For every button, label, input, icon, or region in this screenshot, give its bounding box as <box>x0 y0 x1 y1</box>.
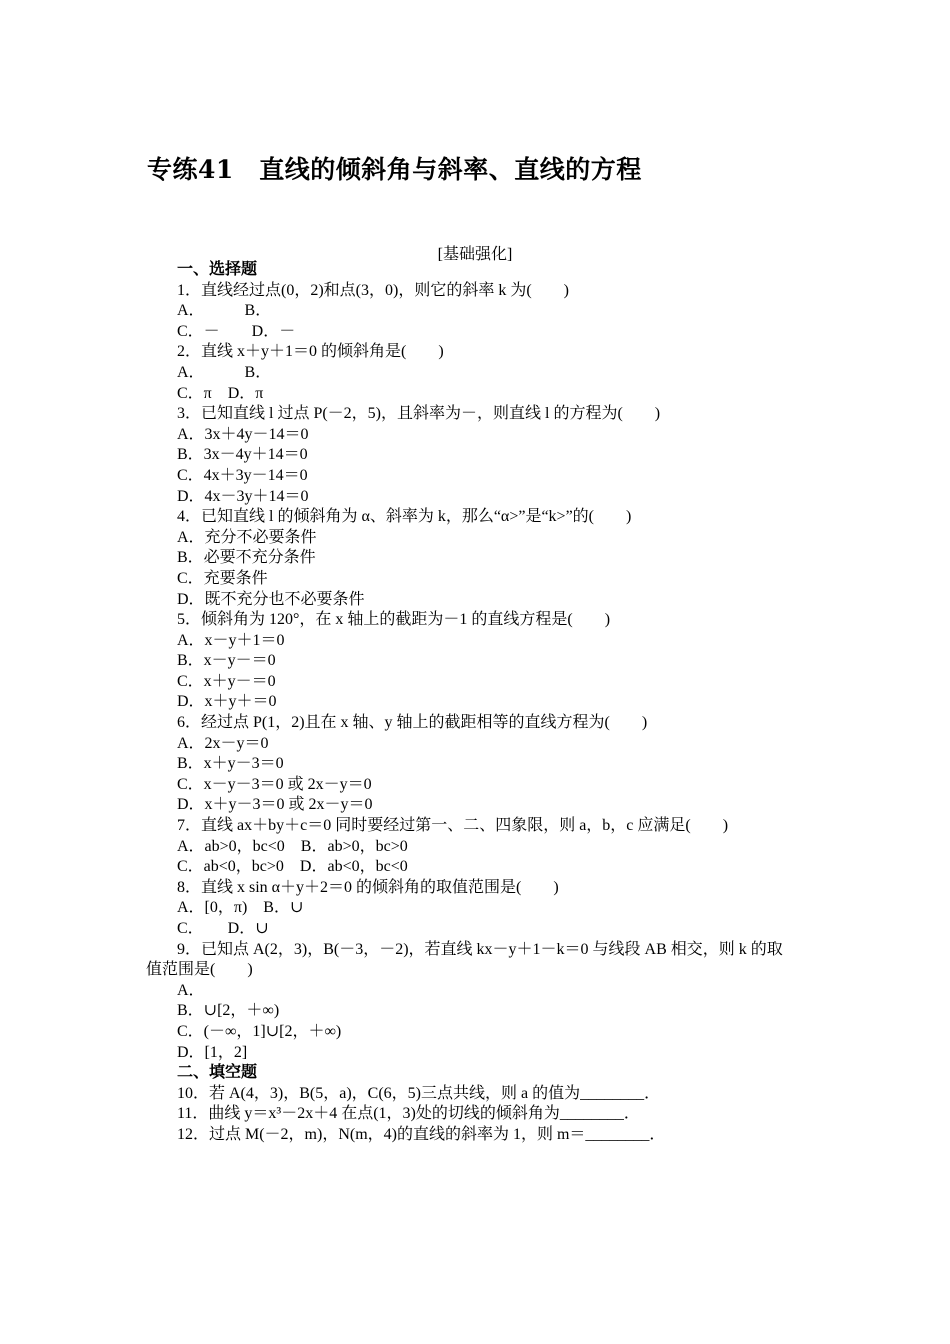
question-4-option-b: B．必要不充分条件 <box>177 549 316 567</box>
question-5: 5．倾斜角为 120°，在 x 轴上的截距为－1 的直线方程是( ) <box>177 611 611 629</box>
part2-heading: 二、填空题 <box>177 1064 258 1082</box>
question-4-option-d: D．既不充分也不必要条件 <box>177 590 365 608</box>
question-6-option-c: C．x－y－3＝0 或 2x－y＝0 <box>177 775 372 793</box>
question-8: 8．直线 x sin α＋y＋2＝0 的倾斜角的取值范围是( ) <box>177 878 559 896</box>
question-3-option-a: A．3x＋4y－14＝0 <box>177 425 309 443</box>
question-4-option-a: A．充分不必要条件 <box>177 528 317 546</box>
question-7-options-ab: A．ab>0，bc<0 B．ab>0，bc>0 <box>177 837 408 855</box>
question-5-option-d: D．x＋y＋＝0 <box>177 693 277 711</box>
question-3-option-d: D．4x－3y＋14＝0 <box>177 487 309 505</box>
question-9-option-c: C．(－∞，1]∪[2，＋∞) <box>177 1022 342 1040</box>
question-3-option-b: B．3x－4y＋14＝0 <box>177 446 308 464</box>
question-1-options-cd: C．－ D．－ <box>177 322 296 340</box>
section-label: [基础强化] <box>437 246 513 263</box>
question-2: 2．直线 x＋y＋1＝0 的倾斜角是( ) <box>177 343 444 361</box>
question-2-options-cd: C．π D．π <box>177 384 264 402</box>
question-4: 4．已知直线 l 的倾斜角为 α、斜率为 k，那么“α>”是“k>”的( ) <box>177 508 632 526</box>
question-8-options-ab: A．[0，π) B．∪ <box>177 899 304 917</box>
part1-heading: 一、选择题 <box>177 261 258 278</box>
question-6-option-a: A．2x－y＝0 <box>177 734 269 752</box>
question-4-option-c: C．充要条件 <box>177 569 268 587</box>
question-6: 6．经过点 P(1，2)且在 x 轴、y 轴上的截距相等的直线方程为( ) <box>177 714 648 732</box>
question-2-options-ab: A． B． <box>177 363 272 381</box>
page-title: 专练41 直线的倾斜角与斜率、直线的方程 <box>147 155 642 184</box>
question-5-option-c: C．x＋y－＝0 <box>177 672 276 690</box>
question-7: 7．直线 ax＋by＋c＝0 同时要经过第一、二、四象限，则 a，b，c 应满足( ) <box>177 817 729 835</box>
question-6-option-b: B．x＋y－3＝0 <box>177 755 284 773</box>
question-5-option-a: A．x－y＋1＝0 <box>177 631 285 649</box>
question-1: 1．直线经过点(0，2)和点(3，0)，则它的斜率 k 为( ) <box>177 281 569 299</box>
question-6-option-d: D．x＋y－3＝0 或 2x－y＝0 <box>177 796 373 814</box>
question-3: 3．已知直线 l 过点 P(－2，5)，且斜率为－，则直线 l 的方程为( ) <box>177 405 661 423</box>
question-3-option-c: C．4x＋3y－14＝0 <box>177 466 308 484</box>
question-11: 11．曲线 y＝x³－2x＋4 在点(1，3)处的切线的倾斜角为________． <box>177 1105 640 1123</box>
question-9-line-1: 9．已知点 A(2，3)，B(－3，－2)，若直线 kx－y＋1－k＝0 与线段 AB 相交，则 k 的取 <box>177 940 783 958</box>
question-5-option-b: B．x－y－＝0 <box>177 652 276 670</box>
question-9-option-a: A． <box>177 981 205 999</box>
question-8-options-cd: C． D．∪ <box>177 920 269 937</box>
question-9-option-b: B．∪[2，＋∞) <box>177 1002 280 1020</box>
question-1-options-ab: A． B． <box>177 302 272 320</box>
question-list <box>146 260 817 1146</box>
question-12: 12．过点 M(－2，m)，N(m，4)的直线的斜率为 1，则 m＝________． <box>177 1125 666 1143</box>
question-10: 10．若 A(4，3)，B(5，a)，C(6，5)三点共线，则 a 的值为________． <box>177 1084 661 1102</box>
question-9-option-d: D．[1，2] <box>177 1043 248 1061</box>
question-9-line-2: 值范围是( ) <box>146 961 253 979</box>
question-7-options-cd: C．ab<0，bc>0 D．ab<0，bc<0 <box>177 858 408 876</box>
